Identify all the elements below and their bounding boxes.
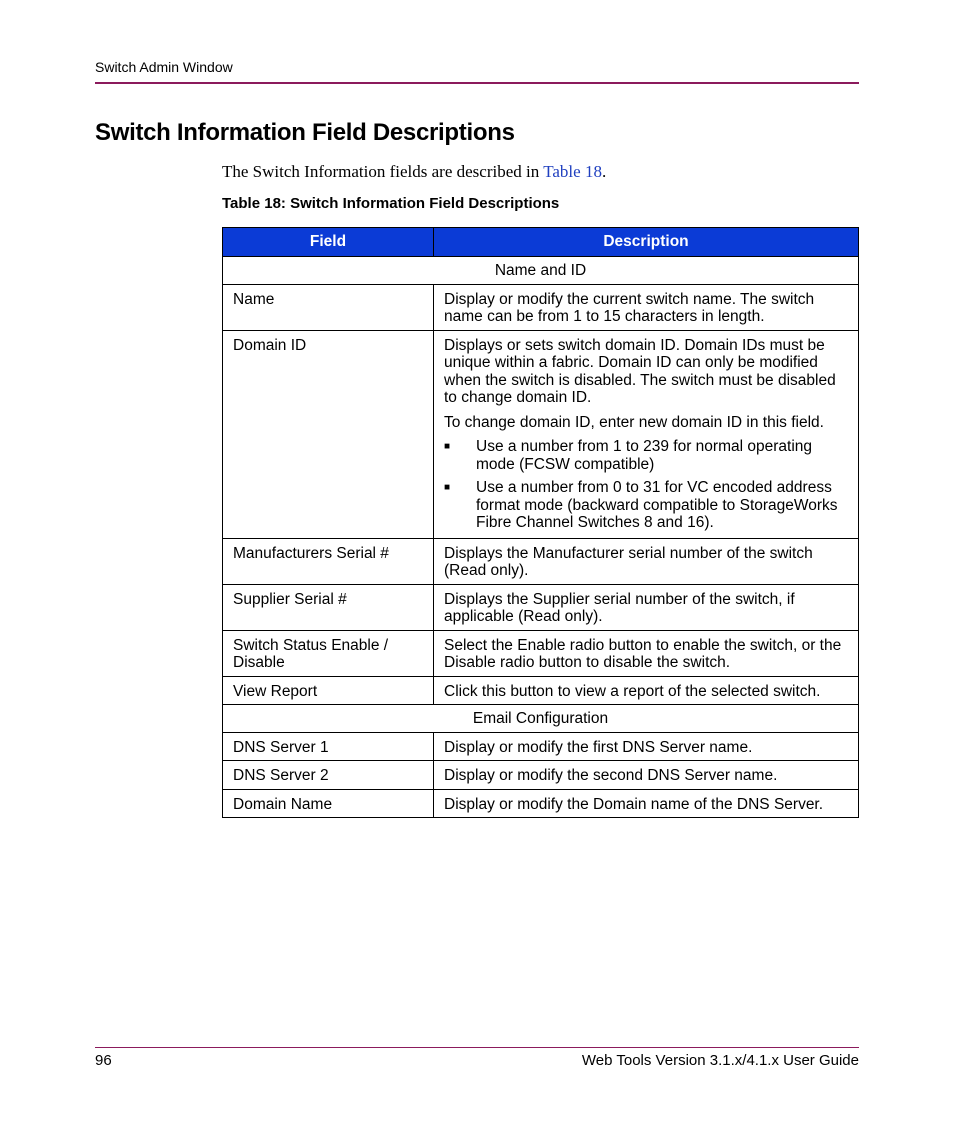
description-cell: Click this button to view a report of the selected switch. xyxy=(434,676,859,705)
table-row xyxy=(223,284,859,330)
square-bullet-icon: ■ xyxy=(444,441,451,452)
footer-guide-title: Web Tools Version 3.1.x/4.1.x User Guide xyxy=(581,1052,859,1069)
bullet-text: Use a number from 0 to 31 for VC encoded address format mode (backward compatible to StorageWorks Fibre Channel Switches 8 and 16). xyxy=(476,479,838,531)
description-cell: Display or modify the current switch name. The switch name can be from 1 to 15 characters in length. xyxy=(434,284,859,330)
group-row xyxy=(223,257,859,285)
page-number: 96 xyxy=(95,1052,112,1069)
field-cell: Supplier Serial # xyxy=(223,584,434,630)
group-row xyxy=(223,705,859,733)
field-cell: DNS Server 2 xyxy=(223,761,434,790)
table-row xyxy=(223,584,859,630)
table-caption: Table 18: Switch Information Field Descriptions xyxy=(222,195,560,212)
header-description: Description xyxy=(434,228,859,257)
section-title: Switch Information Field Descriptions xyxy=(95,119,515,146)
description-text: Displays or sets switch domain ID. Domain IDs must be unique within a fabric. Domain ID can only be modified when the switch is disabled. The switch must be disabled to change domain ID. xyxy=(444,336,836,406)
bullet-item xyxy=(444,479,848,532)
description-extra: To change domain ID, enter new domain ID in this field. xyxy=(444,413,824,431)
field-cell: Name xyxy=(223,284,434,330)
running-header: Switch Admin Window xyxy=(95,59,233,75)
field-descriptions-table xyxy=(222,227,859,818)
header-rule xyxy=(95,82,859,84)
table-row xyxy=(223,630,859,676)
description-cell: Displays the Supplier serial number of the switch, if applicable (Read only). xyxy=(434,584,859,630)
table-row xyxy=(223,538,859,584)
header-field: Field xyxy=(223,228,434,257)
field-cell: DNS Server 1 xyxy=(223,732,434,761)
group-title-name-id: Name and ID xyxy=(223,257,859,285)
field-cell: Domain Name xyxy=(223,789,434,818)
description-cell: Display or modify the first DNS Server name. xyxy=(434,732,859,761)
footer-rule xyxy=(95,1047,859,1048)
table-row xyxy=(223,330,859,538)
field-cell: View Report xyxy=(223,676,434,705)
intro-text: The Switch Information fields are described in xyxy=(222,162,544,181)
table-row xyxy=(223,732,859,761)
group-title-email: Email Configuration xyxy=(223,705,859,733)
field-cell: Manufacturers Serial # xyxy=(223,538,434,584)
field-cell: Domain ID xyxy=(223,330,434,538)
table-row xyxy=(223,676,859,705)
bullet-item xyxy=(444,438,848,473)
table-link[interactable]: Table 18 xyxy=(543,162,602,181)
field-cell: Switch Status Enable / Disable xyxy=(223,630,434,676)
table-header-row xyxy=(223,228,859,257)
description-cell: Display or modify the Domain name of the DNS Server. xyxy=(434,789,859,818)
description-cell: Display or modify the second DNS Server name. xyxy=(434,761,859,790)
intro-paragraph xyxy=(222,162,606,182)
bullet-text: Use a number from 1 to 239 for normal operating mode (FCSW compatible) xyxy=(476,438,813,473)
description-cell xyxy=(434,330,859,538)
intro-end: . xyxy=(601,162,607,181)
description-cell: Displays the Manufacturer serial number of the switch (Read only). xyxy=(434,538,859,584)
description-cell: Select the Enable radio button to enable the switch, or the Disable radio button to disable the switch. xyxy=(434,630,859,676)
table-row xyxy=(223,789,859,818)
table-row xyxy=(223,761,859,790)
square-bullet-icon: ■ xyxy=(444,482,451,493)
